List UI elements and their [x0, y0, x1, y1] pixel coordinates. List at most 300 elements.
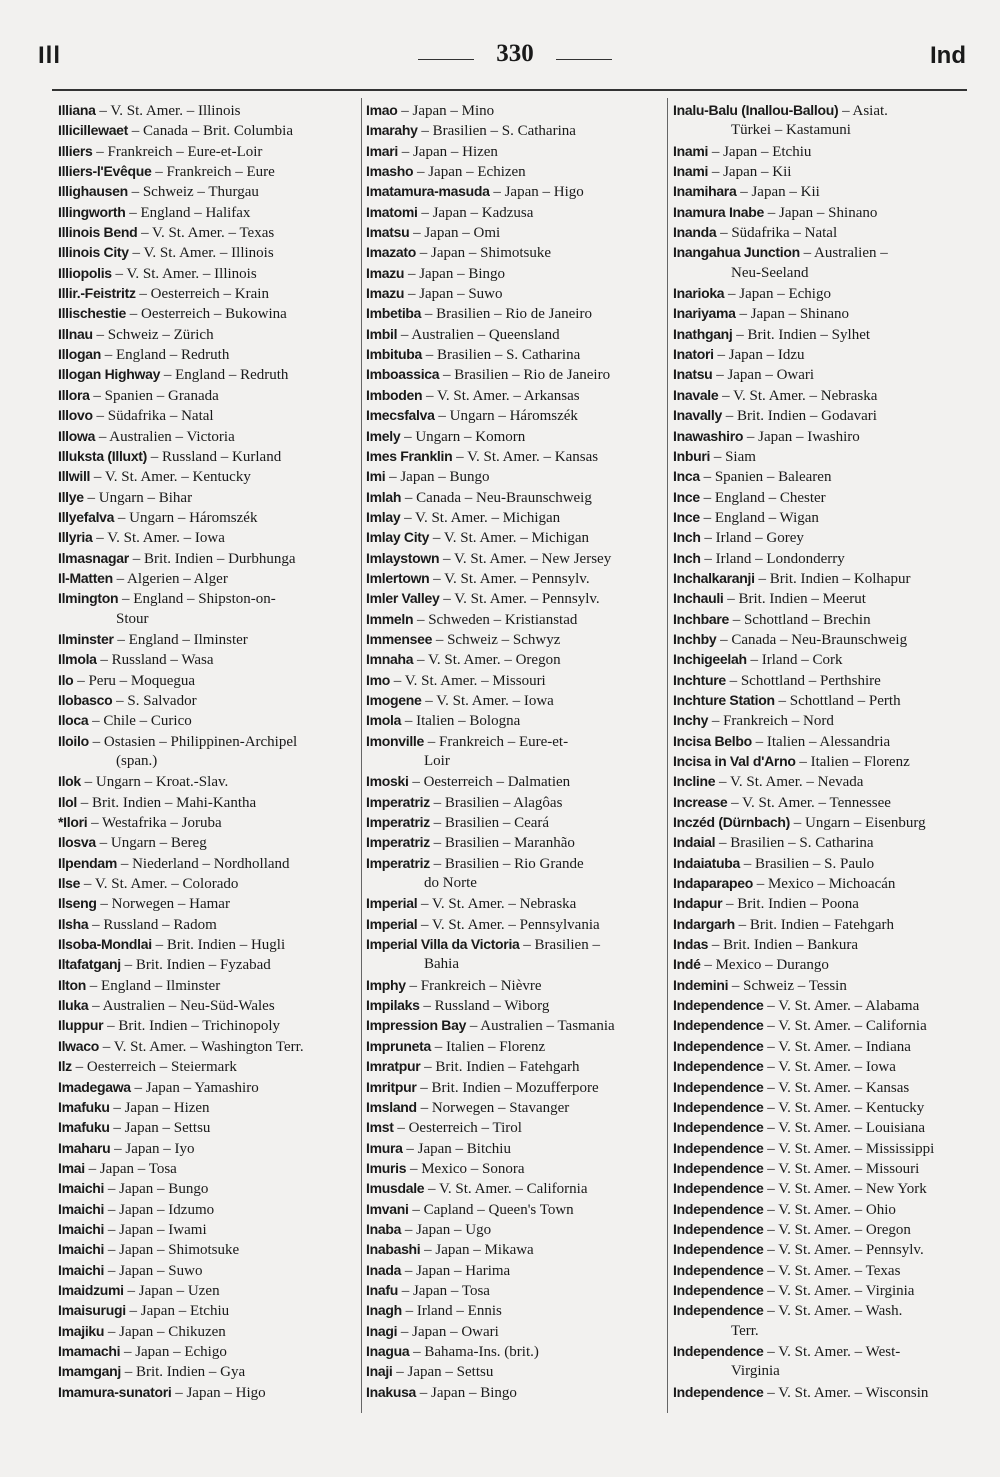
entry-location: – Asiat. — [838, 103, 888, 119]
entry-location: – Oesterreich – Bukowina — [126, 306, 287, 323]
entry-location: – Brit. Indien – Poona — [722, 896, 859, 913]
gazetteer-entry — [673, 1036, 973, 1056]
entry-location: – Japan – Hizen — [397, 143, 498, 160]
entry-place-name: Illinois Bend — [58, 224, 138, 241]
entry-location: – Brit. Indien – Mozufferpore — [416, 1079, 599, 1096]
gazetteer-entry — [58, 1361, 356, 1381]
entry-location: – Brasilien – Ceará — [429, 815, 550, 832]
gazetteer-entry — [366, 1300, 662, 1320]
gazetteer-entry — [58, 792, 356, 812]
entry-place-name: Inchbare — [673, 610, 729, 627]
gazetteer-entry — [58, 710, 356, 730]
entry-place-name: Inafu — [366, 1281, 398, 1298]
entry-place-name: Imaichi — [58, 1241, 105, 1258]
entry-location: – V. St. Amer. – Arkansas — [422, 387, 580, 404]
entry-location: – V. St. Amer. – Iowa — [92, 530, 225, 547]
gazetteer-entry — [673, 385, 973, 405]
entry-location: – Japan – Shimotsuke — [416, 245, 552, 262]
gazetteer-entry — [673, 1260, 973, 1280]
gazetteer-entry — [673, 710, 973, 730]
entry-location: – Frankreich – Eure-et-Loir — [92, 143, 263, 160]
gazetteer-entry — [58, 690, 356, 710]
entry-location: – V. St. Amer. – Texas — [137, 225, 275, 242]
gazetteer-entry — [673, 202, 973, 222]
entry-location: – Italien – Alessandria — [751, 733, 891, 750]
entry-place-name: Immeln — [366, 610, 414, 627]
gazetteer-entry — [366, 202, 662, 222]
entry-place-name: Inatori — [673, 346, 714, 363]
entry-location: – V. St. Amer. – Oregon — [763, 1221, 911, 1238]
gazetteer-entry — [58, 487, 356, 507]
gazetteer-entry — [673, 405, 973, 425]
entry-location: – Ungarn – Eisenburg — [790, 815, 926, 832]
entry-location: – Japan – Idzumo — [104, 1201, 215, 1218]
gazetteer-entry — [673, 751, 973, 771]
entry-place-name: Imajiku — [58, 1322, 105, 1339]
gazetteer-entry — [366, 1178, 662, 1198]
gazetteer-entry — [58, 568, 356, 588]
entry-place-name: Inch — [673, 529, 701, 546]
entry-location: – V. St. Amer. – New York — [763, 1181, 927, 1198]
entry-place-name: Imamura-sunatori — [58, 1383, 172, 1400]
entry-location: – Schottland – Perthshire — [725, 672, 881, 689]
gazetteer-entry — [366, 487, 662, 507]
entry-place-name: Indaial — [673, 834, 716, 851]
entry-location: – Capland – Queen's Town — [408, 1201, 574, 1218]
entry-continuation — [673, 1321, 973, 1341]
entry-place-name: Illwill — [58, 468, 91, 485]
entry-place-name: Imaichi — [58, 1261, 105, 1278]
entry-location: – Italien – Florenz — [430, 1038, 546, 1055]
gazetteer-entry — [58, 202, 356, 222]
entry-place-name: Illiana — [58, 102, 96, 118]
entry-location: – Schottland – Brechin — [728, 611, 871, 628]
entry-location: Neu-Seeland — [731, 264, 809, 281]
entry-place-name: Incisa Belbo — [673, 732, 752, 749]
entry-location: – V. St. Amer. – California — [424, 1181, 588, 1198]
entry-place-name: Independence — [673, 1139, 764, 1156]
entry-location: – Russland – Kurland — [147, 448, 282, 465]
gazetteer-entry — [58, 588, 356, 608]
entry-place-name: Imazu — [366, 285, 405, 302]
gazetteer-entry — [673, 792, 973, 812]
entry-place-name: Imratpur — [366, 1058, 421, 1075]
entry-location: – Brit. Indien – Fatehgarh — [420, 1059, 580, 1076]
entry-place-name: Imaidzumi — [58, 1281, 124, 1298]
gazetteer-entry — [366, 120, 662, 140]
gazetteer-entry — [58, 527, 356, 547]
gazetteer-entry — [366, 1341, 662, 1361]
gazetteer-entry — [366, 568, 662, 588]
entry-place-name: Imasho — [366, 163, 414, 180]
gazetteer-entry — [58, 812, 356, 832]
gazetteer-entry — [673, 466, 973, 486]
entry-place-name: Inakusa — [366, 1383, 417, 1400]
entry-place-name: Ince — [673, 508, 700, 525]
gazetteer-entry — [58, 1300, 356, 1320]
gazetteer-entry — [673, 914, 973, 934]
gazetteer-entry — [58, 975, 356, 995]
entry-place-name: Inchture — [673, 671, 726, 688]
entry-location: – Ungarn – Háromszék — [434, 408, 578, 425]
entry-place-name: Independence — [673, 1200, 764, 1217]
entry-place-name: Independence — [673, 1302, 764, 1319]
gazetteer-entry — [673, 100, 973, 120]
entry-place-name: Impression Bay — [366, 1017, 467, 1034]
entry-place-name: Il-Matten — [58, 569, 113, 586]
entry-location: – Bahama-Ins. (brit.) — [409, 1343, 539, 1360]
entry-location: – Brasilien – S. Catharina — [421, 347, 581, 364]
gazetteer-entry — [673, 181, 973, 201]
entry-place-name: Imazato — [366, 244, 417, 261]
entry-location: – Brit. Indien – Hugli — [151, 937, 286, 954]
entry-place-name: Illischestie — [58, 305, 126, 322]
entry-location: – S. Salvador — [112, 692, 197, 709]
entry-location: – Italien – Florenz — [795, 754, 910, 770]
entry-place-name: Impruneta — [366, 1037, 431, 1054]
column-1 — [58, 100, 356, 1402]
gazetteer-entry — [366, 588, 662, 608]
gazetteer-entry — [673, 1178, 973, 1198]
entry-location: – Oesterreich – Krain — [135, 286, 269, 303]
entry-location: – Japan – Owari — [712, 367, 815, 384]
gazetteer-entry — [58, 771, 356, 791]
entry-place-name: Imaichi — [58, 1180, 105, 1197]
entry-continuation — [673, 263, 973, 283]
gazetteer-entry — [366, 364, 662, 384]
gazetteer-entry — [366, 1117, 662, 1137]
gazetteer-entry — [673, 1239, 973, 1259]
entry-location: – Japan – Higo — [171, 1384, 266, 1401]
entry-place-name: Iloilo — [58, 732, 89, 749]
gazetteer-entry — [366, 1097, 662, 1117]
entry-place-name: Inatsu — [673, 366, 713, 383]
gazetteer-entry — [366, 161, 662, 181]
gazetteer-entry — [58, 1321, 356, 1341]
entry-place-name: Imoski — [366, 773, 409, 790]
entry-place-name: Independence — [673, 1098, 764, 1115]
gazetteer-entry — [58, 731, 356, 751]
gazetteer-entry — [366, 1280, 662, 1300]
entry-location: – V. St. Amer. – Iowa — [763, 1059, 896, 1076]
gazetteer-entry — [366, 853, 662, 873]
gazetteer-entry — [366, 1321, 662, 1341]
entry-location: – Japan – Ugo — [401, 1221, 492, 1238]
gazetteer-entry — [366, 426, 662, 446]
entry-location: – V. St. Amer. – Mississippi — [763, 1140, 935, 1157]
entry-place-name: Inchby — [673, 630, 717, 647]
entry-place-name: Illyefalva — [58, 508, 115, 525]
entry-place-name: Imphy — [366, 976, 406, 993]
entry-location: – Brasilien – — [519, 937, 600, 954]
entry-location: – Norwegen – Stavanger — [416, 1099, 570, 1116]
entry-place-name: Imura — [366, 1139, 403, 1156]
entry-place-name: Imai — [58, 1159, 85, 1176]
entry-location: – England – Redruth — [101, 347, 230, 364]
entry-location: – Mexico – Durango — [700, 957, 829, 974]
gazetteer-entry — [58, 1280, 356, 1300]
entry-place-name: Ilol — [58, 793, 78, 810]
entry-place-name: Inamura Inabe — [673, 203, 765, 220]
gazetteer-entry — [366, 1077, 662, 1097]
entry-place-name: Independence — [673, 1078, 764, 1095]
entry-place-name: Iloca — [58, 712, 89, 729]
entry-place-name: Imatsu — [366, 224, 410, 241]
entry-location: – Brit. Indien – Bankura — [708, 937, 859, 954]
entry-location: – V. St. Amer. – Washington Terr. — [99, 1038, 304, 1055]
entry-location: – Japan – Harima — [401, 1262, 511, 1279]
entry-location: – Canada – Neu-Braunschweig — [716, 631, 908, 648]
gazetteer-entry — [58, 181, 356, 201]
gazetteer-entry — [58, 853, 356, 873]
entry-location: – V. St. Amer. – Virginia — [763, 1282, 915, 1299]
entry-location: – England – Wigan — [699, 509, 819, 526]
gazetteer-entry — [366, 1015, 662, 1035]
entry-place-name: Independence — [673, 1220, 764, 1237]
entry-location: – Ungarn – Bihar — [83, 489, 193, 506]
gazetteer-entry — [58, 161, 356, 181]
entry-location: – Japan – Iyo — [110, 1140, 195, 1157]
entry-place-name: Independence — [673, 997, 764, 1014]
entry-place-name: Imlaystown — [366, 549, 440, 566]
entry-location: – Westafrika – Joruba — [87, 815, 222, 832]
entry-location: – V. St. Amer. – Pennsylv. — [429, 570, 590, 587]
gazetteer-entry — [673, 1300, 973, 1320]
entry-place-name: Inada — [366, 1261, 402, 1278]
entry-location: – Japan – Higo — [489, 184, 584, 201]
entry-place-name: Ilse — [58, 875, 81, 892]
entry-location: – V. St. Amer. – Colorado — [80, 876, 239, 893]
gazetteer-entry — [673, 609, 973, 629]
gazetteer-entry — [58, 324, 356, 344]
entry-location: – V. St. Amer. – Wash. — [763, 1303, 903, 1320]
gazetteer-entry — [58, 873, 356, 893]
entry-location: – V. St. Amer. – Kansas — [763, 1079, 910, 1096]
entry-place-name: Illovo — [58, 407, 93, 424]
entry-place-name: Illuksta (Illuxt) — [58, 447, 148, 464]
gazetteer-entry — [58, 1199, 356, 1219]
entry-location: – Irland – Gorey — [700, 530, 804, 547]
header-right-keyword: Ind — [930, 42, 966, 69]
entry-place-name: Imbetiba — [366, 305, 422, 322]
gazetteer-entry — [673, 812, 973, 832]
entry-place-name: Independence — [673, 1241, 764, 1258]
gazetteer-entry — [673, 873, 973, 893]
entry-place-name: Iltafatganj — [58, 956, 121, 973]
entry-place-name: Imes Franklin — [366, 447, 453, 464]
gazetteer-entry — [366, 324, 662, 344]
entry-location: – Japan – Chikuzen — [104, 1323, 226, 1340]
gazetteer-entry — [366, 934, 662, 954]
entry-place-name: Incline — [673, 773, 716, 790]
entry-location: – Peru – Moquegua — [73, 672, 196, 689]
entry-place-name: Ilmington — [58, 590, 119, 607]
gazetteer-entry — [673, 853, 973, 873]
gazetteer-entry — [366, 832, 662, 852]
entry-place-name: Imamachi — [58, 1342, 121, 1359]
entry-location: – V. St. Amer. – Michigan — [400, 509, 561, 526]
entry-location: – England – Shipston-on- — [118, 591, 276, 608]
entry-place-name: Imaharu — [58, 1139, 111, 1156]
entry-place-name: Imuris — [366, 1159, 407, 1176]
entry-location: – Brasilien – Rio de Janeiro — [439, 367, 611, 384]
gazetteer-entry — [58, 263, 356, 283]
entry-location: – V. St. Amer. – West- — [763, 1343, 901, 1360]
entry-place-name: Imbituba — [366, 346, 422, 363]
gazetteer-entry — [366, 507, 662, 527]
entry-location: – Brit. Indien – Fatehgarh — [734, 916, 895, 933]
entry-location: – Ungarn – Háromszék — [114, 509, 258, 526]
entry-location: do Norte — [424, 875, 477, 892]
gazetteer-entry — [58, 670, 356, 690]
gazetteer-entry — [366, 283, 662, 303]
entry-location: – V. St. Amer. – Missouri — [390, 672, 546, 689]
gazetteer-entry — [366, 609, 662, 629]
entry-place-name: Immensee — [366, 630, 433, 647]
entry-location: – V. St. Amer. – Oregon — [413, 652, 561, 669]
entry-place-name: Independence — [673, 1037, 764, 1054]
entry-place-name: Imboassica — [366, 366, 440, 383]
gazetteer-entry — [673, 344, 973, 364]
gazetteer-entry — [58, 1158, 356, 1178]
entry-location: – Japan – Suwo — [404, 286, 503, 303]
entry-place-name: Imely — [366, 427, 401, 444]
entry-place-name: Illowa — [58, 427, 96, 444]
gazetteer-entry — [58, 914, 356, 934]
entry-location: – Südafrika – Natal — [92, 408, 214, 425]
gazetteer-entry — [366, 893, 662, 913]
entry-location: – Irland – Londonderry — [700, 550, 845, 567]
entry-place-name: Ilobasco — [58, 691, 113, 708]
entry-location: – Japan – Echigo — [120, 1343, 227, 1360]
entry-location: – V. St. Amer. – Nevada — [715, 774, 864, 791]
entry-location: – Japan – Tosa — [84, 1160, 177, 1177]
entry-location: – Japan – Omi — [409, 225, 501, 242]
entry-place-name: Ilwaco — [58, 1037, 99, 1054]
gazetteer-entry — [58, 1219, 356, 1239]
gazetteer-entry — [366, 771, 662, 791]
gazetteer-entry — [58, 1178, 356, 1198]
entry-place-name: Imamganj — [58, 1363, 121, 1380]
gazetteer-entry — [673, 1117, 973, 1137]
gazetteer-entry — [673, 527, 973, 547]
entry-location: – Japan – Iwashiro — [743, 428, 860, 445]
entry-location: – Japan – Etchiu — [708, 143, 812, 160]
entry-place-name: Imperatriz — [366, 834, 430, 851]
entry-place-name: Inaji — [366, 1363, 393, 1380]
entry-location: – Japan – Owari — [397, 1323, 499, 1340]
entry-place-name: Imonville — [366, 732, 424, 749]
entry-location: – Schweden – Kristianstad — [413, 611, 578, 628]
gazetteer-entry — [366, 710, 662, 730]
entry-place-name: Imbil — [366, 325, 398, 342]
entry-location: – Niederland – Nordholland — [117, 855, 290, 872]
entry-place-name: Illighausen — [58, 183, 128, 200]
entry-location: – V. St. Amer. – Wisconsin — [763, 1384, 929, 1401]
entry-location: – Ungarn – Kroat.-Slav. — [80, 774, 229, 791]
gazetteer-entry — [58, 954, 356, 974]
entry-location: – Japan – Hizen — [109, 1099, 210, 1116]
entry-location: – Oesterreich – Dalmatien — [408, 774, 571, 791]
entry-location: – Schweiz – Schwyz — [432, 631, 561, 648]
entry-place-name: Illingworth — [58, 203, 126, 220]
entry-location: – Russland – Radom — [88, 916, 217, 933]
entry-place-name: Ilton — [58, 976, 87, 993]
gazetteer-entry — [58, 120, 356, 140]
entry-place-name: Imritpur — [366, 1078, 417, 1095]
entry-location: – England – Redruth — [160, 367, 289, 384]
entry-location: – Chile – Curico — [88, 713, 192, 730]
gazetteer-entry — [673, 1077, 973, 1097]
gazetteer-entry — [366, 466, 662, 486]
entry-place-name: Inch — [673, 549, 701, 566]
entry-location: – Japan – Idzu — [713, 347, 805, 364]
entry-location: – Brasilien – S. Catharina — [715, 835, 874, 852]
gazetteer-entry — [58, 1077, 356, 1097]
column-divider — [361, 98, 362, 1413]
entry-location: – V. St. Amer. – Illinois — [111, 265, 257, 282]
entry-location: – Japan – Mikawa — [420, 1242, 534, 1259]
gazetteer-entry — [58, 1260, 356, 1280]
gazetteer-entry — [673, 1341, 973, 1361]
gazetteer-entry — [673, 1056, 973, 1076]
entry-location: – Australien – Victoria — [95, 428, 235, 445]
entry-place-name: Inami — [673, 163, 709, 180]
entry-location: – Japan – Mino — [397, 103, 495, 119]
entry-location: – Japan – Bungo — [385, 469, 490, 486]
entry-location: – Japan – Shinano — [735, 306, 850, 323]
gazetteer-entry — [58, 1382, 356, 1402]
entry-location: – Frankreich – Nièvre — [405, 977, 542, 994]
gazetteer-entry — [366, 649, 662, 669]
entry-place-name: Imatomi — [366, 203, 418, 220]
entry-place-name: Inavale — [673, 386, 719, 403]
entry-place-name: Imperial Villa da Victoria — [366, 936, 520, 953]
entry-location: – V. St. Amer. – New Jersey — [439, 550, 612, 567]
gazetteer-entry — [58, 426, 356, 446]
gazetteer-entry — [673, 141, 973, 161]
entry-location: – V. St. Amer. – Nebraska — [417, 896, 577, 913]
entry-place-name: Iluppur — [58, 1017, 104, 1034]
gazetteer-entry — [366, 1219, 662, 1239]
entry-location: – Siam — [710, 448, 756, 465]
entry-location: – V. St. Amer. – Missouri — [763, 1160, 920, 1177]
gazetteer-entry — [58, 1036, 356, 1056]
entry-place-name: Inchauli — [673, 590, 724, 607]
entry-location: – Oesterreich – Tirol — [393, 1120, 522, 1137]
gazetteer-entry — [366, 1138, 662, 1158]
gazetteer-entry — [673, 303, 973, 323]
entry-place-name: Inca — [673, 468, 700, 485]
entry-place-name: Imo — [366, 671, 390, 688]
gazetteer-entry — [673, 954, 973, 974]
entry-location: – Ungarn – Bereg — [95, 835, 207, 852]
gazetteer-entry — [58, 1138, 356, 1158]
gazetteer-entry — [58, 100, 356, 120]
entry-place-name: Imlay City — [366, 529, 430, 546]
gazetteer-entry — [366, 1036, 662, 1056]
entry-location: – Japan – Bingo — [404, 265, 506, 282]
gazetteer-entry — [366, 263, 662, 283]
gazetteer-entry — [673, 1382, 973, 1402]
gazetteer-entry — [366, 100, 662, 120]
entry-location: – Brit. Indien – Trichinopoly — [103, 1018, 281, 1035]
entry-place-name: Imsland — [366, 1098, 417, 1115]
gazetteer-entry — [673, 1097, 973, 1117]
entry-location: – Japan – Bungo — [104, 1181, 209, 1198]
gazetteer-entry — [58, 1015, 356, 1035]
entry-location: – Canada – Neu-Braunschweig — [401, 489, 592, 506]
